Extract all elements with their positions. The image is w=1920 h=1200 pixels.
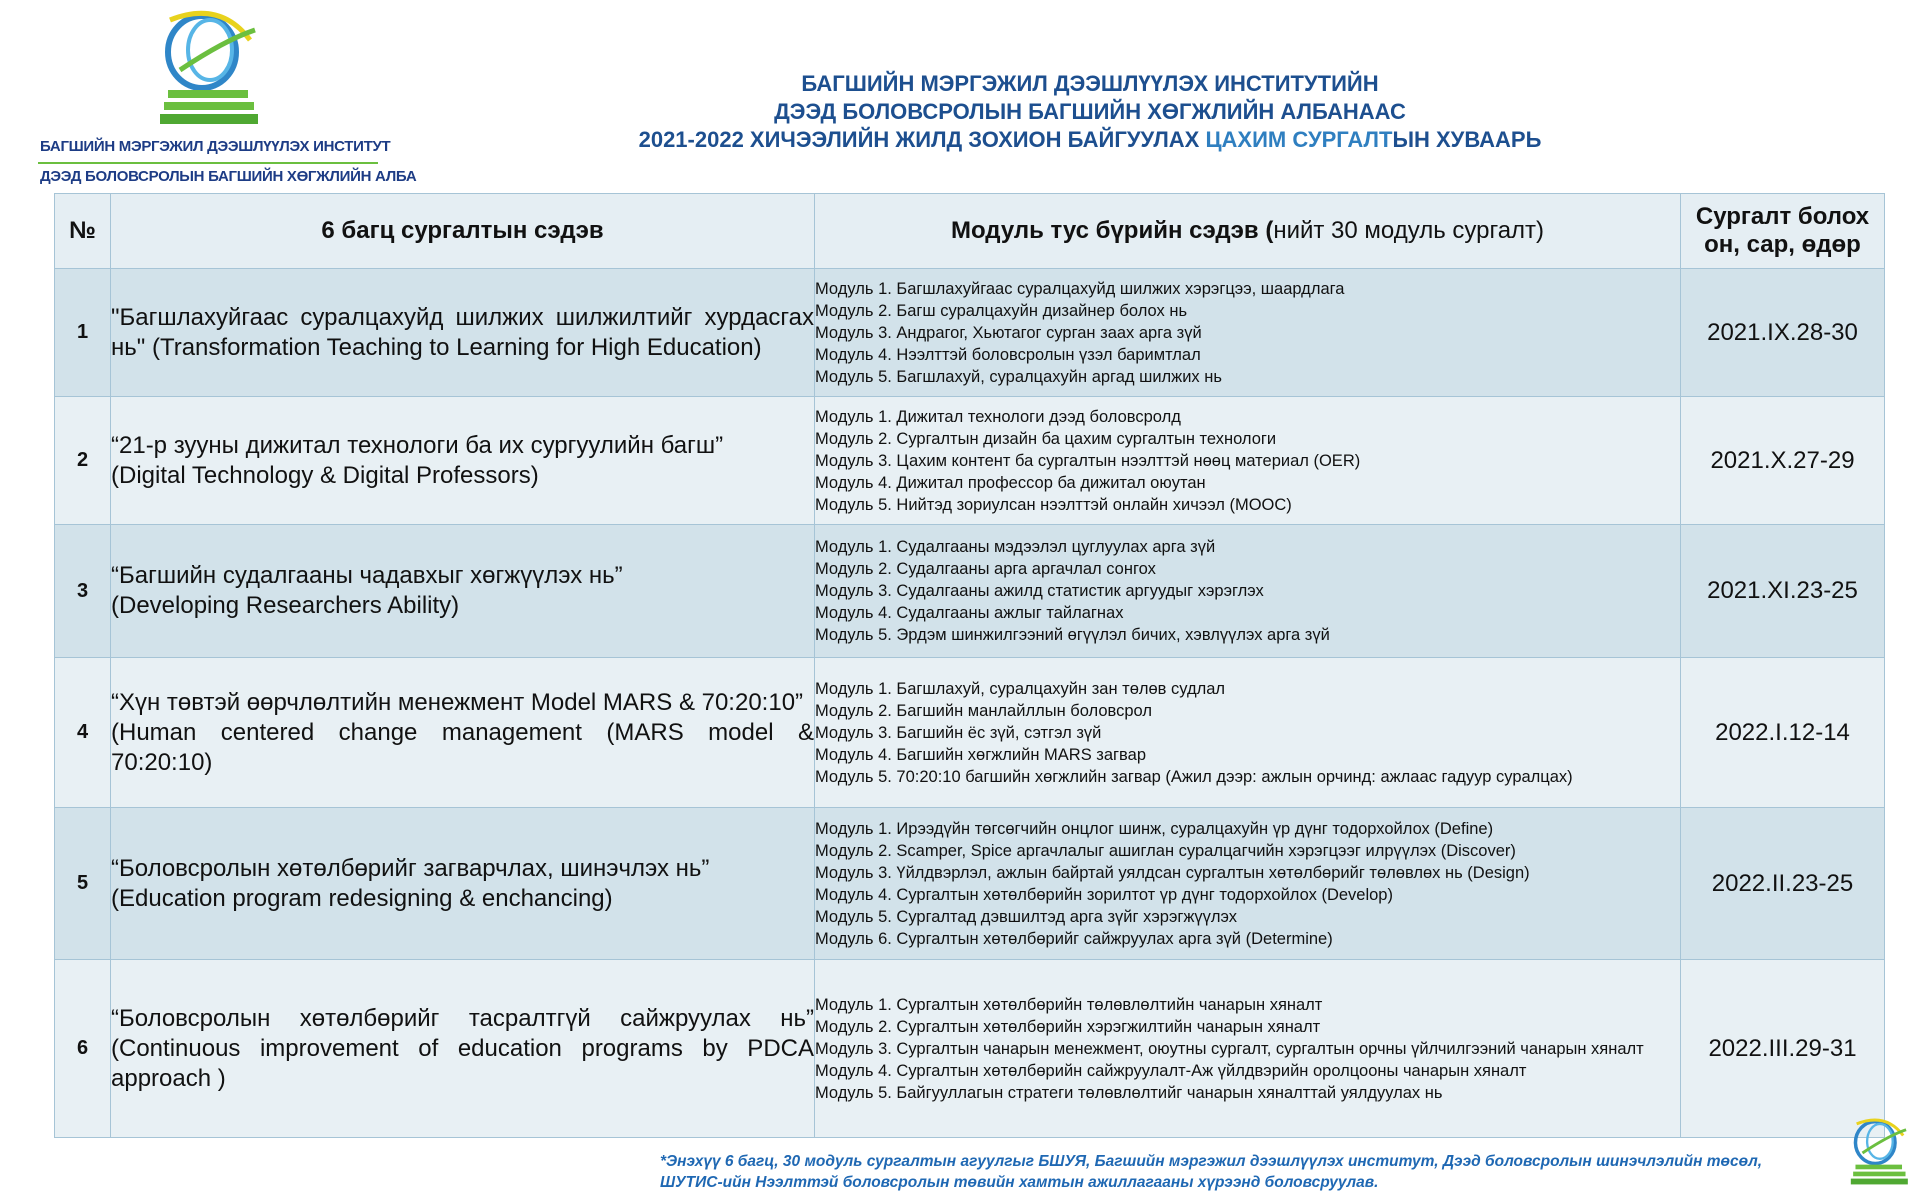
row-number: 1 — [55, 269, 111, 397]
footnote-line1: *Энэхүү 6 багц, 30 модуль сургалтын агуулгыг БШУЯ, Багшийн мэргэжил дээшлүүлэх институт, Дээд боловсролын шинэчлэлийн төсөл, — [660, 1153, 1763, 1170]
title-line3 — [560, 126, 1620, 154]
row-date: 2022.III.29-31 — [1681, 960, 1885, 1138]
title-line3-part-c: ЫН ХУВААРЬ — [1392, 127, 1542, 152]
module-item: Модуль 4. Сургалтын хөтөлбөрийн сайжруулалт-Аж үйлдвэрийн оролцооны чанарын хяналт — [815, 1061, 1527, 1080]
module-item: Модуль 6. Сургалтын хөтөлбөрийг сайжруулах арга зүй (Determine) — [815, 929, 1333, 948]
module-item: Модуль 4. Нээлттэй боловсролын үзэл баримтлал — [815, 345, 1201, 364]
module-item: Модуль 5. Эрдэм шинжилгээний өгүүлэл бичих, хэвлүүлэх арга зүй — [815, 626, 1330, 644]
module-item: Модуль 4. Сургалтын хөтөлбөрийн зорилтот үр дүнг тодорхойлох (Develop) — [815, 885, 1393, 904]
row-modules — [815, 525, 1681, 658]
row-number: 5 — [55, 808, 111, 960]
row-date: 2022.II.23-25 — [1681, 808, 1885, 960]
table-row — [55, 960, 1885, 1138]
row-number: 2 — [55, 397, 111, 525]
module-item: Модуль 3. Цахим контент ба сургалтын нээлттэй нөөц материал (OER) — [815, 451, 1361, 470]
module-item: Модуль 3. Судалгааны ажилд статистик аргуудыг хэрэглэх — [815, 582, 1264, 600]
row-topic — [111, 808, 815, 960]
module-item: Модуль 1. Дижитал технологи дээд боловсролд — [815, 407, 1181, 426]
row-number: 4 — [55, 658, 111, 808]
table-row — [55, 525, 1885, 658]
row-topic — [111, 960, 815, 1138]
row-modules — [815, 269, 1681, 397]
module-item: Модуль 1. Багшлахуйгаас суралцахуйд шилжих хэрэгцээ, шаардлага — [815, 279, 1345, 298]
title-line3-part-a: 2021-2022 ХИЧЭЭЛИЙН ЖИЛД ЗОХИОН БАЙГУУЛАХ — [638, 127, 1206, 152]
table-row — [55, 397, 1885, 525]
module-item: Модуль 1. Багшлахуй, суралцахуйн зан төлөв судлал — [815, 679, 1226, 698]
row-date: 2021.IX.28-30 — [1681, 269, 1885, 397]
topic-line: (Digital Technology & Digital Professors) — [111, 461, 539, 489]
module-item: Модуль 5. Багшлахуй, суралцахуйн аргад шилжих нь — [815, 367, 1222, 386]
page-title — [560, 70, 1620, 154]
topic-line: “Хүн төвтэй өөрчлөлтийн менежмент Model MARS & 70:20:10” — [111, 688, 804, 716]
small-logo-icon — [1845, 1113, 1909, 1198]
row-number: 3 — [55, 525, 111, 658]
module-item: Модуль 4. Дижитал профессор ба дижитал оюутан — [815, 473, 1206, 492]
logo-line2: ДЭЭД БОЛОВСРОЛЫН БАГШИЙН ХӨГЖЛИЙН АЛБА — [40, 168, 417, 185]
row-topic — [111, 525, 815, 658]
row-modules — [815, 397, 1681, 525]
module-item: Модуль 1. Сургалтын хөтөлбөрийн төлөвлөлтийн чанарын хяналт — [815, 995, 1323, 1014]
footnote — [660, 1151, 1860, 1193]
header-topic: 6 багц сургалтын сэдэв — [111, 194, 815, 269]
module-item: Модуль 2. Сургалтын дизайн ба цахим сургалтын технологи — [815, 429, 1277, 448]
module-item: Модуль 3. Андрагог, Хьютагог сурган заах арга зүй — [815, 323, 1202, 342]
topic-line: “Боловсролын хөтөлбөрийг загварчлах, шинэчлэх нь” — [111, 854, 710, 882]
module-item: Модуль 2. Судалгааны арга аргачлал сонгох — [815, 560, 1156, 578]
module-item: Модуль 2. Scamper, Spice аргачлалыг ашиглан суралцагчийн хэрэгцээг илрүүлэх (Discover) — [815, 841, 1516, 860]
title-line1-text: БАГШИЙН МЭРГЭЖИЛ ДЭЭШЛҮҮЛЭХ ИНСТИТУТИЙН — [801, 71, 1379, 96]
topic-line: “Боловсролын хөтөлбөрийг тасралтгүй сайжруулах нь” (Continuous improvement of education programs by PDCA approach ) — [111, 1004, 814, 1092]
header-modules-bold: Модуль тус бүрийн сэдэв ( — [950, 217, 1274, 244]
title-line2 — [560, 98, 1620, 126]
header-num: № — [55, 194, 111, 269]
module-item: Модуль 5. Сургалтад дэвшилтэд арга зүйг хэрэгжүүлэх — [815, 907, 1238, 926]
institute-logo — [32, 10, 417, 185]
module-item: Модуль 2. Сургалтын хөтөлбөрийн хэрэгжилтийн чанарын хяналт — [815, 1017, 1321, 1036]
header-date — [1681, 194, 1885, 269]
module-item: Модуль 1. Судалгааны мэдээлэл цуглуулах арга зүй — [815, 538, 1216, 556]
module-item: Модуль 1. Ирээдүйн төгсөгчийн онцлог шинж, суралцахуйн үр дүнг тодорхойлох (Define) — [815, 819, 1494, 838]
logo-line1: БАГШИЙН МЭРГЭЖИЛ ДЭЭШЛҮҮЛЭХ ИНСТИТУТ — [40, 138, 391, 155]
module-item: Модуль 3. Үйлдвэрлэл, ажлын байртай уялдсан сургалтын хөтөлбөрийг төлөвлөх нь (Design) — [815, 863, 1530, 882]
row-number: 6 — [55, 960, 111, 1138]
module-item: Модуль 5. 70:20:10 багшийн хөгжлийн загвар (Ажил дээр: ажлын орчинд: ажлаас гадуур суралцах) — [815, 767, 1573, 786]
header-modules — [815, 194, 1681, 269]
module-item: Модуль 5. Байгууллагын стратеги төлөвлөлтийг чанарын хяналттай уялдуулах нь — [815, 1083, 1443, 1102]
header-date-line2: он, сар, өдөр — [1704, 231, 1861, 258]
row-date: 2021.X.27-29 — [1681, 397, 1885, 525]
logo-divider — [38, 162, 378, 164]
topic-line: (Education program redesigning & enchancing) — [111, 884, 613, 912]
table-row — [55, 269, 1885, 397]
row-date: 2022.I.12-14 — [1681, 658, 1885, 808]
header-modules-normal: нийт 30 модуль сургалт) — [1273, 217, 1545, 244]
topic-line: “21-р зууны дижитал технологи ба их сургуулийн багш” — [111, 431, 724, 459]
topic-line: (Human centered change management (MARS model & 70:20:10) — [111, 718, 814, 776]
table-row — [55, 808, 1885, 960]
row-topic — [111, 658, 815, 808]
row-modules — [815, 658, 1681, 808]
title-line2-text: ДЭЭД БОЛОВСРОЛЫН БАГШИЙН ХӨГЖЛИЙН АЛБАНААС — [774, 99, 1406, 124]
institute-emblem-icon — [150, 10, 260, 130]
row-topic — [111, 397, 815, 525]
schedule-table — [54, 193, 1885, 1138]
topic-line: (Developing Researchers Ability) — [111, 592, 460, 619]
module-item: Модуль 2. Багшийн манлайллын боловсрол — [815, 701, 1152, 720]
header-date-line1: Сургалт болох — [1695, 203, 1870, 230]
title-line3-part-b: ЦАХИМ СУРГАЛТ — [1205, 127, 1393, 152]
topic-line: “Багшийн судалгааны чадавхыг хөгжүүлэх нь” — [111, 562, 623, 589]
row-date: 2021.XI.23-25 — [1681, 525, 1885, 658]
module-item: Модуль 5. Нийтэд зориулсан нээлттэй онлайн хичээл (MOOC) — [815, 495, 1292, 514]
table-row — [55, 658, 1885, 808]
module-item: Модуль 3. Сургалтын чанарын менежмент, оюутны сургалт, сургалтын орчны үйлчилгээний чанарын хяналт — [815, 1039, 1644, 1058]
module-item: Модуль 4. Судалгааны ажлыг тайлагнах — [815, 604, 1124, 622]
module-item: Модуль 4. Багшийн хөгжлийн MARS загвар — [815, 745, 1146, 764]
row-modules — [815, 808, 1681, 960]
topic-line: "Багшлахуйгаас суралцахуйд шилжих шилжилтийг хурдасгах нь" (Transformation Teaching to Learning for High Education) — [111, 303, 814, 361]
table-body — [55, 269, 1885, 1138]
title-line1 — [560, 70, 1620, 98]
row-topic — [111, 269, 815, 397]
table-header-row — [55, 194, 1885, 269]
module-item: Модуль 3. Багшийн ёс зүй, сэтгэл зүй — [815, 723, 1102, 742]
row-modules — [815, 960, 1681, 1138]
footnote-line2: ШУТИС-ийн Нээлттэй боловсролын төвийн хамтын ажиллагааны хүрээнд боловсруулав. — [660, 1174, 1379, 1191]
module-item: Модуль 2. Багш суралцахуйн дизайнер болох нь — [815, 301, 1188, 320]
